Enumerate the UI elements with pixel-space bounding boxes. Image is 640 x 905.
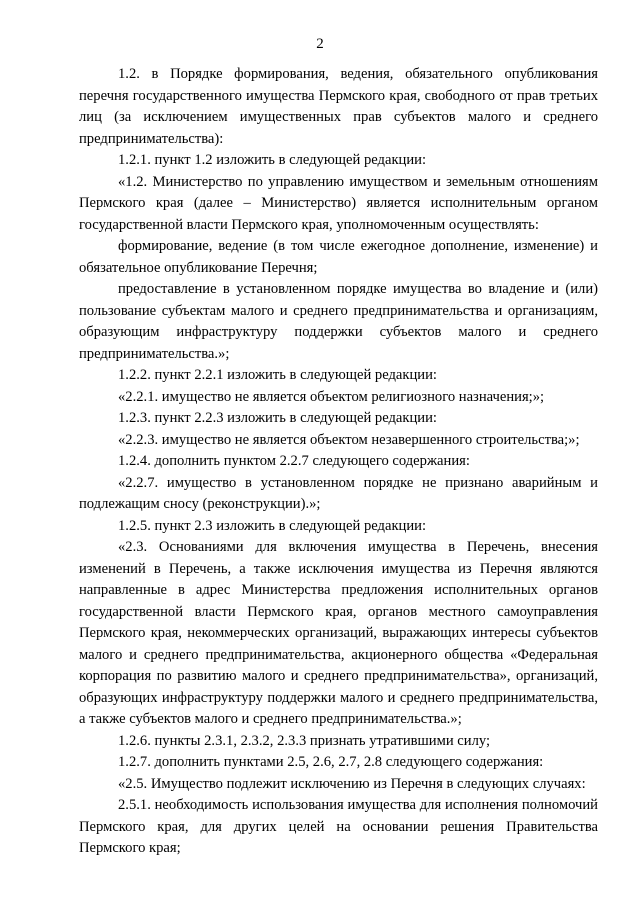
paragraph: «2.5. Имущество подлежит исключению из Перечня в следующих случаях: [118, 775, 586, 792]
paragraph: «2.2.1. имущество не является объектом религиозного назначения;»; [118, 388, 545, 405]
paragraph: 1.2.5. пункт 2.3 изложить в следующей редакции: [118, 517, 427, 534]
paragraph: 1.2.1. пункт 1.2 изложить в следующей редакции: [118, 152, 427, 168]
paragraph: 1.2.3. пункт 2.2.3 изложить в следующей редакции: [118, 410, 437, 426]
paragraph: «1.2. Министерство по управлению имуществом и земельным отношениям Пермского края (далее – Министерство) является исполнительным органом государственной власти Пермского края, уполномоченным осуществлять: [79, 173, 598, 233]
page-number: 2 [316, 36, 324, 52]
paragraph: 1.2.6. пункты 2.3.1, 2.3.2, 2.3.3 признать утратившими силу; [118, 732, 491, 749]
paragraph: 2.5.1. необходимость использования имущества для исполнения полномочий Пермского края, для других целей на основании решения Правительства Пермского края; [79, 797, 598, 856]
paragraph: 1.2. в Порядке формирования, ведения, обязательного опубликования перечня государственного имущества Пермского края, свободного от прав третьих лиц (за исключением имущественных прав субъектов малого и среднего предпринимательства): [79, 66, 598, 147]
paragraph: «2.2.7. имущество в установленном порядке не признано аварийным и подлежащим сносу (реконструкции).»; [79, 474, 598, 512]
paragraph: 1.2.7. дополнить пунктами 2.5, 2.6, 2.7, 2.8 следующего содержания: [118, 754, 544, 770]
paragraph: формирование, ведение (в том числе ежегодное дополнение, изменение) и обязательное опубликование Перечня; [79, 238, 598, 276]
paragraph: 1.2.4. дополнить пунктом 2.2.7 следующего содержания: [118, 453, 470, 469]
paragraph: предоставление в установленном порядке имущества во владение и (или) пользование субъектам малого и среднего предпринимательства и организациям, образующим инфраструктуру поддержки субъектов малого и среднего предпринимательства.»; [79, 281, 598, 362]
paragraph: 1.2.2. пункт 2.2.1 изложить в следующей редакции: [118, 367, 437, 383]
paragraph: «2.3. Основаниями для включения имущества в Перечень, внесения изменений в Перечень, а также исключения имущества из Перечня являются направленные в адрес Министерства предложения исполнительных органов государственной власти Пермского края, органов местного самоуправления Пермского края, некоммерческих организаций, выражающих интересы субъектов малого и среднего предпринимательства, акционерного общества «Федеральная корпорация по развитию малого и среднего предпринимательства», организаций, образующих инфраструктуру поддержки малого и среднего предпринимательства, а также субъектов малого и среднего предпринимательства.»; [79, 539, 598, 727]
document-body [79, 64, 598, 860]
paragraph: «2.2.3. имущество не является объектом незавершенного строительства;»; [118, 431, 580, 448]
